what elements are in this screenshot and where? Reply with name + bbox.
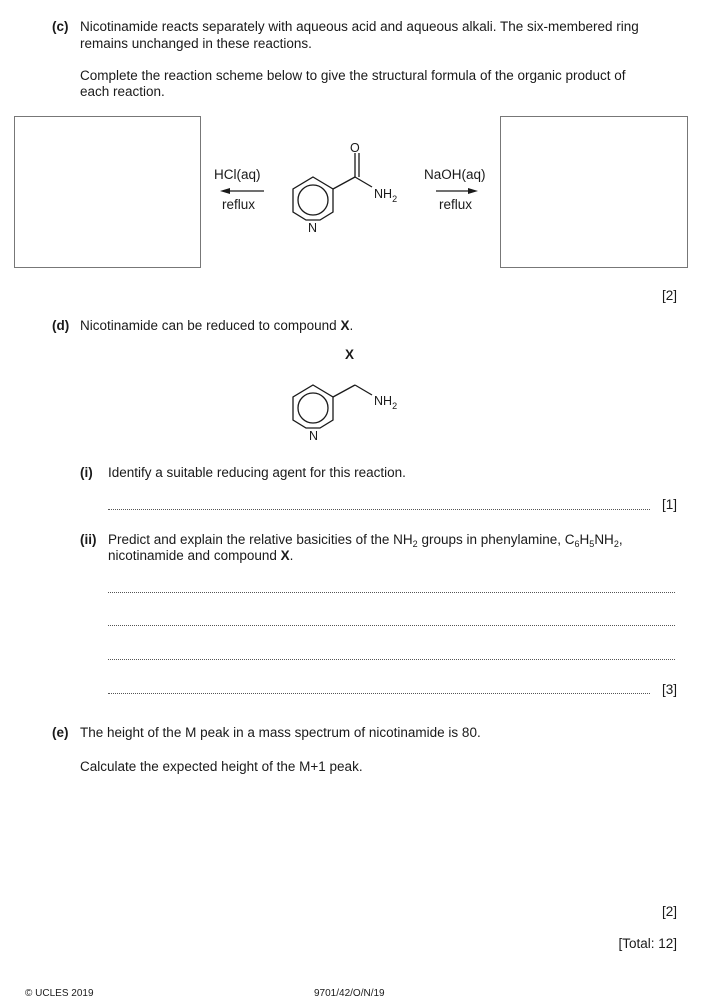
answer-line-d-i[interactable]: [108, 509, 650, 510]
part-d-ii-label: (ii): [80, 532, 97, 547]
alkali-condition: reflux: [439, 197, 473, 212]
acid-reagent: HCl(aq): [214, 167, 261, 182]
compound-x-label: X: [345, 347, 355, 362]
left-arrow: [220, 188, 264, 194]
amide-nh2: $NH_2$: [374, 187, 398, 204]
part-e-line1: The height of the M peak in a mass spectrum of nicotinamide is 80.: [80, 725, 481, 740]
answer-line-d-ii-4[interactable]: [108, 693, 650, 694]
oxygen-atom: O: [350, 141, 360, 155]
part-e-label: (e): [52, 725, 69, 740]
part-d-text: Nicotinamide can be reduced to compound X.: [80, 318, 354, 333]
part-d-ii-line2: nicotinamide and compound X.: [108, 548, 294, 563]
footer-paper-code: 9701/42/O/N/19: [314, 988, 385, 998]
part-d-i-text: Identify a suitable reducing agent for this reaction.: [108, 465, 406, 480]
part-c-marks: [2]: [661, 288, 677, 303]
footer-copyright: © UCLES 2019: [25, 988, 94, 998]
part-c-instruction-1: Complete the reaction scheme below to give the structural formula of the organic product of: [80, 68, 626, 83]
total-marks: [Total: 12]: [618, 936, 677, 951]
part-e-marks: [2]: [661, 904, 677, 919]
part-d-label: (d): [52, 318, 70, 333]
answer-line-d-ii-2[interactable]: [108, 625, 675, 626]
acid-condition: reflux: [222, 197, 256, 212]
ring-nitrogen: N: [308, 221, 318, 235]
part-c-label: (c): [52, 19, 69, 34]
amine-nh2: $NH_2$: [374, 394, 398, 411]
part-c-line2: remains unchanged in these reactions.: [80, 36, 312, 51]
part-e-line2: Calculate the expected height of the M+1 peak.: [80, 759, 363, 774]
part-c-instruction-2: each reaction.: [80, 84, 165, 99]
nicotinamide-structure: [293, 153, 372, 220]
alkali-reagent: NaOH(aq): [424, 167, 486, 182]
right-arrow: [436, 188, 478, 194]
answer-line-d-ii-1[interactable]: [108, 592, 675, 593]
part-c-line1: Nicotinamide reacts separately with aqueous acid and aqueous alkali. The six-membered ring: [80, 19, 639, 34]
compound-x-structure: [293, 385, 372, 428]
part-d-ii-line1: Predict and explain the relative basicities of the $NH_2$ groups in phenylamine, $C_6H_5NH_2$,: [108, 532, 623, 549]
part-d-i-marks: [1]: [661, 497, 677, 512]
answer-line-d-ii-3[interactable]: [108, 659, 675, 660]
part-d-i-label: (i): [80, 465, 93, 480]
part-d-ii-marks: [3]: [661, 682, 677, 697]
compound-x-ring-nitrogen: N: [309, 429, 319, 443]
